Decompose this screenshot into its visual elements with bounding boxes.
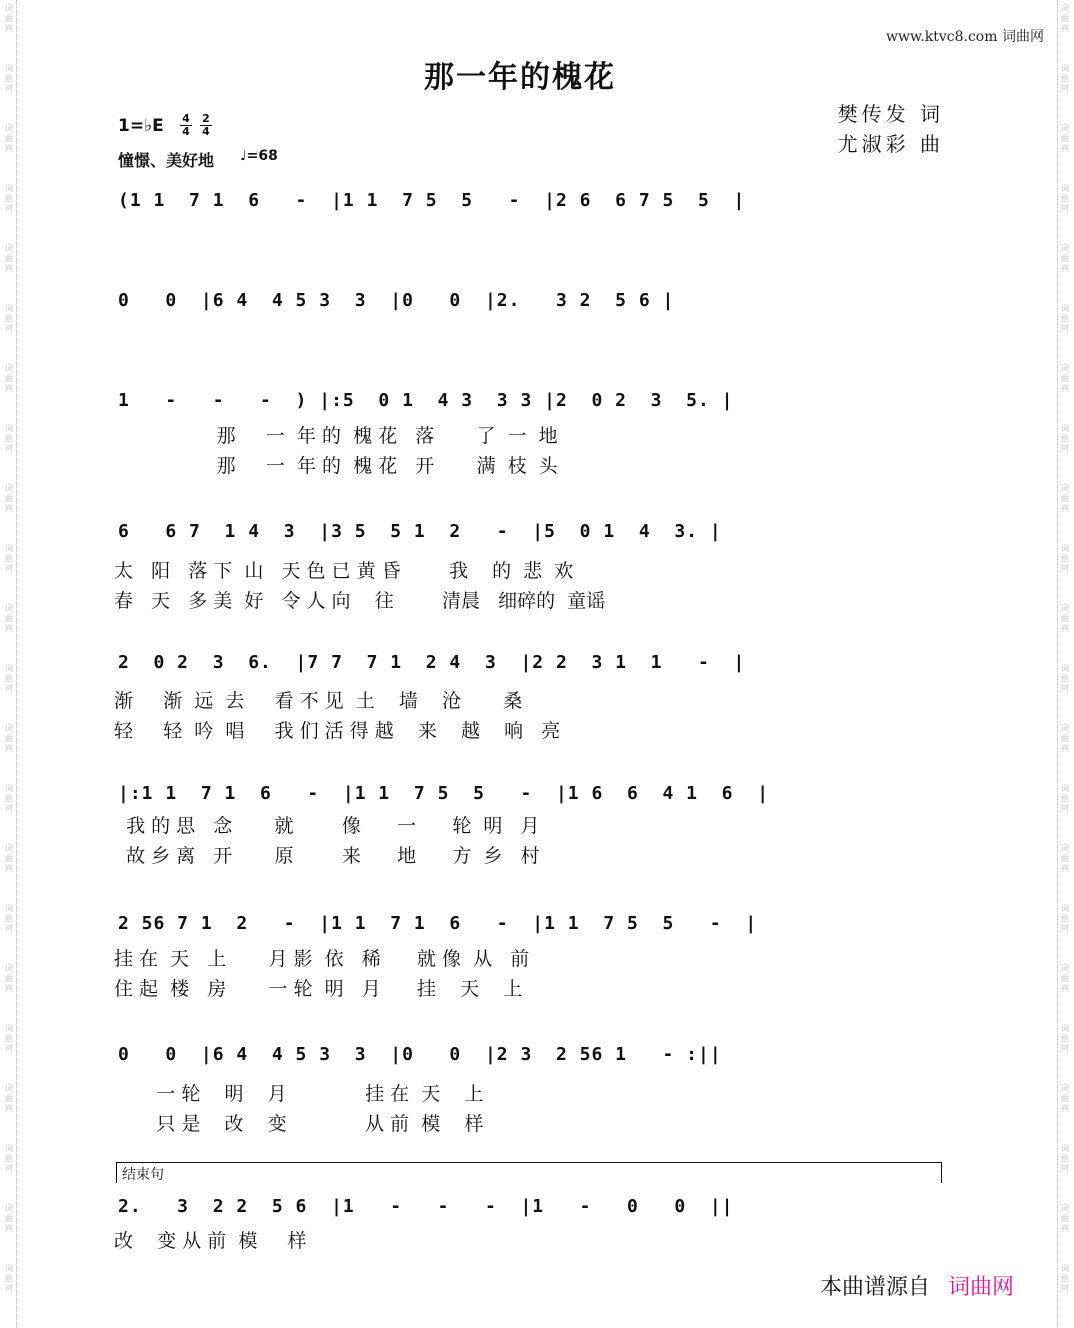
- tempo-marking: 憧憬、美好地: [118, 151, 215, 170]
- watermark-stamp: 词 曲 网: [5, 1084, 13, 1113]
- watermark-stamp: 词 曲 网: [1061, 964, 1069, 993]
- watermark-stamp: 词 曲 网: [1061, 1084, 1069, 1113]
- notation-row-5: 2 0 2 3 6. |7 7 7 1 2 4 3 |2 2 3 1 1 - |: [118, 652, 746, 673]
- watermark-stamp: 词 曲 网: [1061, 4, 1069, 33]
- lyric-row-3-verse-2: 那 一 年 的 槐 花 开 满 枝 头: [114, 455, 558, 477]
- lyric-row-7-verse-1: 挂 在 天 上 月 影 依 稀 就 像 从 前: [114, 948, 530, 970]
- lyric-row-3-verse-1: 那 一 年 的 槐 花 落 了 一 地: [114, 425, 558, 447]
- watermark-stamp: 词 曲 网: [5, 1264, 13, 1293]
- watermark-stamp: 词 曲 网: [1061, 904, 1069, 933]
- ending-bracket: [116, 1162, 942, 1183]
- watermark-stamp: 词 曲 网: [1061, 64, 1069, 93]
- watermark-stamp: 词 曲 网: [1061, 184, 1069, 213]
- watermark-stamp: 词 曲 网: [1061, 124, 1069, 153]
- notation-row-8: 0 0 |6 4 4 5 3 3 |0 0 |2 3 2 56 1 - :||: [118, 1044, 722, 1065]
- lyric-row-6-verse-2: 故 乡 离 开 原 来 地 方 乡 村: [114, 845, 540, 867]
- lyric-row-7-verse-2: 住 起 楼 房 一 轮 明 月 挂 天 上: [114, 978, 523, 1000]
- watermark-stamp: 词 曲 网: [5, 1144, 13, 1173]
- watermark-stamp: 词 曲 网: [5, 844, 13, 873]
- watermark-stamp: 词 曲 网: [1061, 544, 1069, 573]
- time-b-bottom: 4: [202, 125, 210, 138]
- watermark-stamp: 词 曲 网: [5, 484, 13, 513]
- time-signature-a: [180, 113, 192, 138]
- lyric-row-9: 改 变 从 前 模 样: [114, 1230, 307, 1252]
- time-a-top: 4: [180, 113, 192, 126]
- lyric-row-6-verse-1: 我 的 思 念 就 像 一 轮 明 月: [114, 815, 540, 837]
- watermark-stamp: 词 曲 网: [5, 304, 13, 333]
- notation-row-6: |:1 1 7 1 6 - |1 1 7 5 5 - |1 6 6 4 1 6 |: [118, 783, 770, 804]
- watermark-stamp: 词 曲 网: [1061, 1204, 1069, 1233]
- watermark-stamp: 词 曲 网: [5, 124, 13, 153]
- watermark-stamp: 词 曲 网: [5, 364, 13, 393]
- watermark-stamp: 词 曲 网: [1061, 1264, 1069, 1293]
- watermark-stamp: 词 曲 网: [5, 784, 13, 813]
- watermark-stamp: 词 曲 网: [5, 964, 13, 993]
- watermark-stamp: 词 曲 网: [1061, 664, 1069, 693]
- footer-text: 本曲谱源自: [820, 1275, 931, 1300]
- watermark-stamp: 词 曲 网: [1061, 604, 1069, 633]
- watermark-stamp: 词 曲 网: [5, 244, 13, 273]
- watermark-stamp: 词 曲 网: [5, 184, 13, 213]
- lyric-row-5-verse-2: 轻 轻 吟 唱 我 们 活 得 越 来 越 响 亮: [114, 720, 561, 742]
- watermark-stamp: 词 曲 网: [1061, 1024, 1069, 1053]
- watermark-stamp: 词 曲 网: [5, 904, 13, 933]
- ending-label: 结束句: [122, 1167, 164, 1183]
- notation-row-9: 2. 3 2 2 5 6 |1 - - - |1 - 0 0 ||: [118, 1196, 734, 1217]
- song-title: 那一年的槐花: [424, 60, 616, 95]
- lyric-row-5-verse-1: 渐 渐 远 去 看 不 见 土 墙 沧 桑: [114, 690, 523, 712]
- lyricist-credit: 樊传发 词: [837, 102, 944, 126]
- watermark-stamp: 词 曲 网: [1061, 1144, 1069, 1173]
- watermark-stamp: 词 曲 网: [1061, 724, 1069, 753]
- bpm-marking: ♩=68: [240, 148, 278, 164]
- watermark-stamp: 词 曲 网: [1061, 304, 1069, 333]
- lyric-row-4-verse-2: 春 天 多 美 好 令 人 向 往 清晨 细碎的 童谣: [114, 590, 606, 612]
- watermark-stamp: 词 曲 网: [5, 664, 13, 693]
- watermark-stamp: 词 曲 网: [1061, 784, 1069, 813]
- time-signature-b: [200, 113, 212, 138]
- watermark-stamp: 词 曲 网: [5, 724, 13, 753]
- time-a-bottom: 4: [182, 125, 190, 138]
- watermark-stamp: 词 曲 网: [5, 604, 13, 633]
- lyric-row-8-verse-2: 只 是 改 变 从 前 模 样: [114, 1113, 484, 1135]
- site-header: www.ktvc8.com 词曲网: [886, 29, 1044, 45]
- notation-row-3: 1 - - - ) |:5 0 1 4 3 3 3 |2 0 2 3 5. |: [118, 390, 734, 411]
- notation-row-1: (1 1 7 1 6 - |1 1 7 5 5 - |2 6 6 7 5 5 |: [118, 190, 746, 211]
- notation-row-7: 2 56 7 1 2 - |1 1 7 1 6 - |1 1 7 5 5 - |: [118, 913, 758, 934]
- key-signature: 1=♭E: [118, 116, 164, 136]
- watermark-stamp: 词 曲 网: [1061, 244, 1069, 273]
- notation-row-4: 6 6 7 1 4 3 |3 5 5 1 2 - |5 0 1 4 3. |: [118, 521, 722, 542]
- watermark-stamp: 词 曲 网: [5, 544, 13, 573]
- watermark-stamp: 词 曲 网: [5, 64, 13, 93]
- watermark-stamp: 词 曲 网: [5, 1024, 13, 1053]
- source-footer: [820, 1270, 1014, 1301]
- watermark-stamp: 词 曲 网: [5, 4, 13, 33]
- composer-credit: 尤淑彩 曲: [837, 132, 944, 156]
- notation-row-2: 0 0 |6 4 4 5 3 3 |0 0 |2. 3 2 5 6 |: [118, 290, 675, 311]
- lyric-row-8-verse-1: 一 轮 明 月 挂 在 天 上: [114, 1083, 484, 1105]
- footer-brand: 词曲网: [948, 1275, 1015, 1300]
- watermark-stamp: 词 曲 网: [5, 424, 13, 453]
- watermark-stamp: 词 曲 网: [1061, 364, 1069, 393]
- lyric-row-4-verse-1: 太 阳 落 下 山 天 色 已 黄 昏 我 的 悲 欢: [114, 560, 574, 582]
- watermark-stamp: 词 曲 网: [5, 1204, 13, 1233]
- watermark-stamp: 词 曲 网: [1061, 844, 1069, 873]
- watermark-stamp: 词 曲 网: [1061, 424, 1069, 453]
- watermark-stamp: 词 曲 网: [1061, 484, 1069, 513]
- time-b-top: 2: [200, 113, 212, 126]
